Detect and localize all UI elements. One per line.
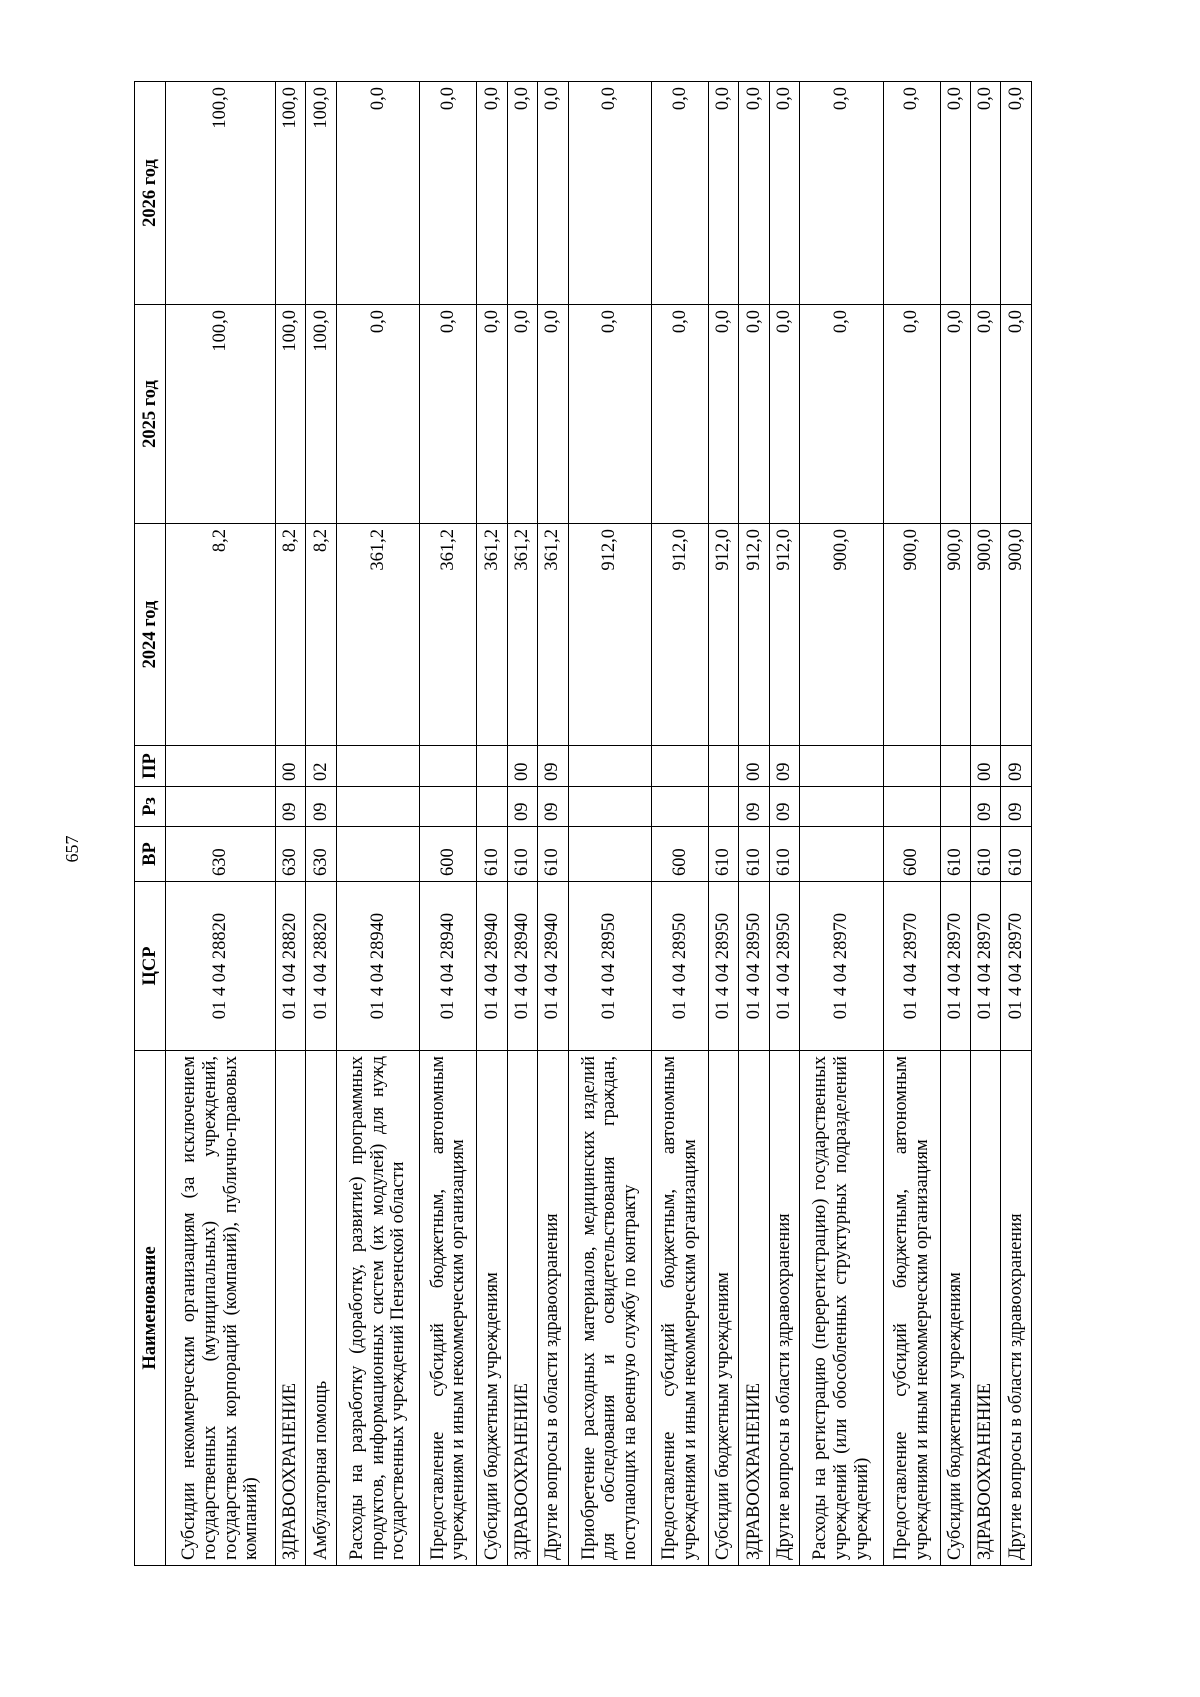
table-row [769, 82, 799, 1566]
table-row [883, 82, 940, 1566]
cell-csr: 01 4 04 28970 [971, 882, 1001, 1051]
cell-2024: 361,2 [477, 524, 507, 746]
header-2024: 2024 год [135, 524, 166, 746]
cell-rz: 09 [739, 787, 769, 827]
header-vr: ВР [135, 827, 166, 882]
cell-csr: 01 4 04 28940 [477, 882, 507, 1051]
table-row [568, 82, 652, 1566]
cell-2026: 0,0 [477, 82, 507, 305]
cell-name: ЗДРАВООХРАНЕНИЕ [739, 1051, 769, 1566]
cell-2025: 0,0 [971, 305, 1001, 524]
header-name: Наименование [135, 1051, 166, 1566]
cell-name: Предоставление субсидий бюджетным, автономным учреждениям и иным некоммерческим организациям [420, 1051, 477, 1566]
cell-rz: 09 [538, 787, 568, 827]
cell-2025: 0,0 [769, 305, 799, 524]
table-row [276, 82, 306, 1566]
cell-csr: 01 4 04 28970 [883, 882, 940, 1051]
cell-pr [940, 746, 970, 787]
cell-pr: 00 [739, 746, 769, 787]
cell-vr: 610 [769, 827, 799, 882]
header-pr: ПР [135, 746, 166, 787]
cell-name: Предоставление субсидий бюджетным, автономным учреждениям и иным некоммерческим организациям [652, 1051, 709, 1566]
cell-csr: 01 4 04 28820 [166, 882, 276, 1051]
cell-vr: 610 [739, 827, 769, 882]
cell-pr [800, 746, 884, 787]
cell-rz: 09 [306, 787, 336, 827]
cell-name: Субсидии бюджетным учреждениям [477, 1051, 507, 1566]
cell-2025: 100,0 [276, 305, 306, 524]
cell-rz [568, 787, 652, 827]
cell-vr [336, 827, 420, 882]
cell-vr: 610 [477, 827, 507, 882]
cell-vr: 610 [971, 827, 1001, 882]
cell-2026: 0,0 [708, 82, 738, 305]
cell-2025: 0,0 [800, 305, 884, 524]
cell-2026: 0,0 [971, 82, 1001, 305]
cell-2026: 100,0 [306, 82, 336, 305]
cell-2024: 361,2 [538, 524, 568, 746]
cell-2024: 912,0 [769, 524, 799, 746]
cell-vr [568, 827, 652, 882]
cell-rz [652, 787, 709, 827]
cell-2026: 0,0 [940, 82, 970, 305]
table-row [477, 82, 507, 1566]
cell-2024: 361,2 [336, 524, 420, 746]
table-row [306, 82, 336, 1566]
cell-rz: 09 [507, 787, 537, 827]
table-row [420, 82, 477, 1566]
cell-name: ЗДРАВООХРАНЕНИЕ [276, 1051, 306, 1566]
cell-rz [800, 787, 884, 827]
cell-2025: 0,0 [568, 305, 652, 524]
cell-2024: 361,2 [420, 524, 477, 746]
table-row [538, 82, 568, 1566]
table-row [940, 82, 970, 1566]
cell-vr: 630 [306, 827, 336, 882]
cell-2026: 0,0 [739, 82, 769, 305]
cell-rz: 09 [971, 787, 1001, 827]
cell-2024: 912,0 [568, 524, 652, 746]
cell-2025: 0,0 [940, 305, 970, 524]
cell-csr: 01 4 04 28950 [568, 882, 652, 1051]
cell-2025: 0,0 [420, 305, 477, 524]
cell-2026: 0,0 [507, 82, 537, 305]
cell-name: Субсидии бюджетным учреждениям [940, 1051, 970, 1566]
cell-2024: 900,0 [883, 524, 940, 746]
header-csr: ЦСР [135, 882, 166, 1051]
cell-name: ЗДРАВООХРАНЕНИЕ [971, 1051, 1001, 1566]
cell-vr: 610 [507, 827, 537, 882]
table-row [507, 82, 537, 1566]
cell-rz: 09 [769, 787, 799, 827]
table-row [708, 82, 738, 1566]
cell-vr [800, 827, 884, 882]
cell-csr: 01 4 04 28820 [306, 882, 336, 1051]
cell-vr: 630 [166, 827, 276, 882]
cell-2026: 0,0 [538, 82, 568, 305]
budget-table [134, 81, 1032, 1566]
cell-csr: 01 4 04 28940 [420, 882, 477, 1051]
cell-pr [883, 746, 940, 787]
cell-2026: 0,0 [568, 82, 652, 305]
cell-vr: 610 [940, 827, 970, 882]
cell-2026: 0,0 [800, 82, 884, 305]
cell-pr: 02 [306, 746, 336, 787]
cell-2025: 100,0 [166, 305, 276, 524]
cell-csr: 01 4 04 28940 [538, 882, 568, 1051]
cell-2025: 0,0 [652, 305, 709, 524]
cell-csr: 01 4 04 28950 [739, 882, 769, 1051]
cell-pr [420, 746, 477, 787]
table-row [971, 82, 1001, 1566]
table-body [166, 82, 1032, 1566]
rotated-table-container [134, 82, 1032, 1566]
cell-name: Приобретение расходных материалов, медицинских изделий для обследования и освидетельствования граждан, поступающих на военную службу по контракту [568, 1051, 652, 1566]
cell-pr: 09 [538, 746, 568, 787]
table-row [166, 82, 276, 1566]
cell-pr [166, 746, 276, 787]
cell-name: Другие вопросы в области здравоохранения [538, 1051, 568, 1566]
cell-pr: 09 [1001, 746, 1032, 787]
cell-csr: 01 4 04 28820 [276, 882, 306, 1051]
cell-2025: 0,0 [883, 305, 940, 524]
cell-csr: 01 4 04 28970 [1001, 882, 1032, 1051]
cell-rz: 09 [1001, 787, 1032, 827]
cell-rz [940, 787, 970, 827]
cell-pr [336, 746, 420, 787]
cell-2025: 0,0 [507, 305, 537, 524]
cell-rz [336, 787, 420, 827]
cell-vr: 600 [652, 827, 709, 882]
table-row [800, 82, 884, 1566]
header-2025: 2025 год [135, 305, 166, 524]
cell-vr: 610 [1001, 827, 1032, 882]
cell-2025: 0,0 [708, 305, 738, 524]
cell-name: Субсидии некоммерческим организациям (за исключением государственных (муниципальных) учреждений, государственных корпораций (компаний), публично-правовых компаний) [166, 1051, 276, 1566]
cell-pr: 00 [971, 746, 1001, 787]
cell-csr: 01 4 04 28950 [708, 882, 738, 1051]
cell-2025: 0,0 [538, 305, 568, 524]
cell-2026: 100,0 [166, 82, 276, 305]
table-row [652, 82, 709, 1566]
cell-pr [477, 746, 507, 787]
cell-name: Амбулаторная помощь [306, 1051, 336, 1566]
cell-pr [568, 746, 652, 787]
cell-name: Расходы на регистрацию (перерегистрацию) государственных учреждений (или обособленных структурных подразделений учреждений) [800, 1051, 884, 1566]
cell-vr: 630 [276, 827, 306, 882]
cell-pr: 00 [276, 746, 306, 787]
cell-2026: 0,0 [420, 82, 477, 305]
cell-name: Другие вопросы в области здравоохранения [1001, 1051, 1032, 1566]
table-row [336, 82, 420, 1566]
cell-2024: 8,2 [306, 524, 336, 746]
cell-2026: 0,0 [336, 82, 420, 305]
cell-csr: 01 4 04 28970 [800, 882, 884, 1051]
cell-2024: 912,0 [652, 524, 709, 746]
cell-pr [652, 746, 709, 787]
cell-name: Субсидии бюджетным учреждениям [708, 1051, 738, 1566]
cell-rz [883, 787, 940, 827]
cell-2024: 361,2 [507, 524, 537, 746]
cell-rz: 09 [276, 787, 306, 827]
cell-2024: 912,0 [708, 524, 738, 746]
header-rz: Рз [135, 787, 166, 827]
table-row [739, 82, 769, 1566]
cell-2024: 900,0 [1001, 524, 1032, 746]
table-header-row [135, 82, 166, 1566]
cell-rz [420, 787, 477, 827]
cell-2025: 0,0 [1001, 305, 1032, 524]
cell-pr: 09 [769, 746, 799, 787]
cell-2026: 0,0 [1001, 82, 1032, 305]
cell-vr: 610 [708, 827, 738, 882]
cell-2025: 0,0 [477, 305, 507, 524]
cell-csr: 01 4 04 28970 [940, 882, 970, 1051]
cell-csr: 01 4 04 28950 [769, 882, 799, 1051]
cell-2024: 900,0 [940, 524, 970, 746]
table-row [1001, 82, 1032, 1566]
cell-rz [708, 787, 738, 827]
cell-2026: 100,0 [276, 82, 306, 305]
cell-2024: 912,0 [739, 524, 769, 746]
cell-name: ЗДРАВООХРАНЕНИЕ [507, 1051, 537, 1566]
cell-vr: 610 [538, 827, 568, 882]
cell-csr: 01 4 04 28940 [507, 882, 537, 1051]
cell-2025: 100,0 [306, 305, 336, 524]
cell-rz [166, 787, 276, 827]
cell-2026: 0,0 [769, 82, 799, 305]
cell-pr: 00 [507, 746, 537, 787]
cell-2026: 0,0 [883, 82, 940, 305]
cell-csr: 01 4 04 28950 [652, 882, 709, 1051]
cell-2024: 900,0 [971, 524, 1001, 746]
cell-name: Расходы на разработку (доработку, развитие) программных продуктов, информационных систем (их модулей) для нужд государственных учреждений Пензенской области [336, 1051, 420, 1566]
cell-2024: 8,2 [166, 524, 276, 746]
cell-2026: 0,0 [652, 82, 709, 305]
cell-name: Предоставление субсидий бюджетным, автономным учреждениям и иным некоммерческим организациям [883, 1051, 940, 1566]
header-2026: 2026 год [135, 82, 166, 305]
cell-2025: 0,0 [336, 305, 420, 524]
cell-2024: 900,0 [800, 524, 884, 746]
cell-rz [477, 787, 507, 827]
cell-name: Другие вопросы в области здравоохранения [769, 1051, 799, 1566]
cell-csr: 01 4 04 28940 [336, 882, 420, 1051]
cell-vr: 600 [883, 827, 940, 882]
cell-2024: 8,2 [276, 524, 306, 746]
cell-pr [708, 746, 738, 787]
cell-vr: 600 [420, 827, 477, 882]
page-number: 657 [62, 835, 82, 863]
cell-2025: 0,0 [739, 305, 769, 524]
